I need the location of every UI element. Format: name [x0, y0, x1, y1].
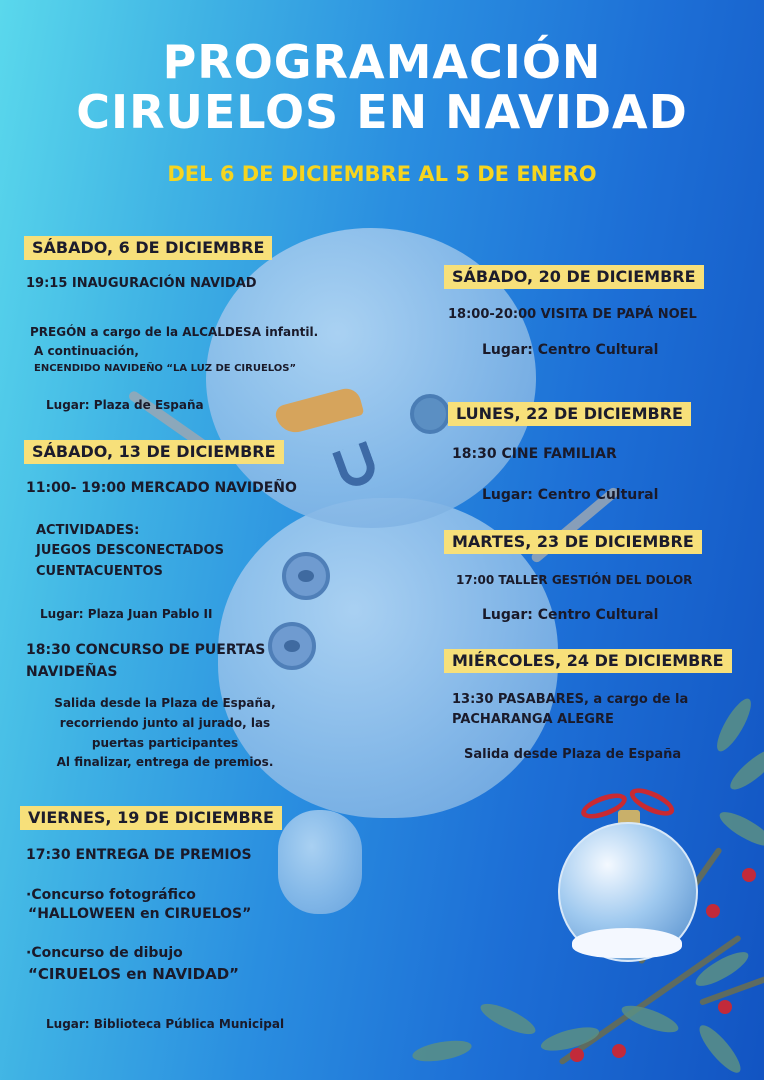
day-label-miercoles-24: MIÉRCOLES, 24 DE DICIEMBRE [444, 649, 732, 673]
event-pregon: PREGÓN a cargo de la ALCALDESA infantil. [30, 325, 319, 339]
event-entrega-premios: 17:30 ENTREGA DE PREMIOS [26, 847, 252, 863]
event-pasabares: 13:30 PASABARES, a cargo de la [452, 692, 689, 707]
day-label-lunes-22: LUNES, 22 DE DICIEMBRE [448, 402, 691, 426]
snowman-eye [410, 394, 450, 434]
berry [706, 904, 720, 918]
event-desc: puertas participantes [91, 736, 239, 750]
event-place: Lugar: Plaza de España [46, 398, 204, 412]
activity-cuentacuentos: CUENTACUENTOS [36, 564, 163, 579]
ornament-snow [572, 928, 682, 958]
berry [742, 868, 756, 882]
day-label-sabado-6: SÁBADO, 6 DE DICIEMBRE [24, 236, 272, 260]
snowman-foot [278, 810, 362, 914]
event-desc: Salida desde la Plaza de España, [54, 696, 276, 710]
leaf [619, 1000, 682, 1037]
event-taller: 17:00 TALLER GESTIÓN DEL DOLOR [456, 573, 693, 587]
event-place: Lugar: Centro Cultural [482, 607, 659, 623]
leaf [477, 998, 539, 1040]
activity-juegos: JUEGOS DESCONECTADOS [36, 543, 224, 558]
event-cine: 18:30 CINE FAMILIAR [452, 446, 617, 462]
event-encendido: ENCENDIDO NAVIDEÑO “LA LUZ DE CIRUELOS” [34, 363, 297, 374]
event-pacharanga: PACHARANGA ALEGRE [452, 712, 614, 727]
event-desc: recorriendo junto al jurado, las [59, 716, 271, 730]
event-place: Salida desde Plaza de España [464, 747, 682, 762]
leaf [694, 1020, 746, 1078]
event-place: Lugar: Centro Cultural [482, 487, 659, 503]
event-concurso-puertas: 18:30 CONCURSO DE PUERTAS [26, 642, 266, 658]
event-place: Lugar: Plaza Juan Pablo II [40, 607, 213, 621]
event-mercado: 11:00- 19:00 MERCADO NAVIDEÑO [26, 480, 297, 496]
contest-foto: ·Concurso fotográfico [26, 887, 196, 903]
snowman-button [268, 622, 316, 670]
contest-foto-title: “HALLOWEEN en CIRUELOS” [28, 906, 252, 922]
event-place: Lugar: Centro Cultural [482, 342, 659, 358]
berry [718, 1000, 732, 1014]
berry [570, 1048, 584, 1062]
day-label-viernes-19: VIERNES, 19 DE DICIEMBRE [20, 806, 282, 830]
event-continuacion: A continuación, [34, 344, 139, 358]
event-desc: Al finalizar, entrega de premios. [56, 755, 274, 769]
activities-heading: ACTIVIDADES: [36, 523, 140, 538]
event-papa-noel: 18:00-20:00 VISITA DE PAPÁ NOEL [448, 307, 697, 322]
day-label-sabado-20: SÁBADO, 20 DE DICIEMBRE [444, 265, 704, 289]
leaf [716, 806, 764, 852]
snowman-button [282, 552, 330, 600]
event-inauguracion: 19:15 INAUGURACIÓN NAVIDAD [26, 276, 257, 291]
event-place: Lugar: Biblioteca Pública Municipal [46, 1017, 285, 1031]
page-title-line2: CIRUELOS EN NAVIDAD [76, 85, 688, 139]
contest-dibujo: ·Concurso de dibujo [26, 945, 183, 961]
day-label-martes-23: MARTES, 23 DE DICIEMBRE [444, 530, 702, 554]
day-label-sabado-13: SÁBADO, 13 DE DICIEMBRE [24, 440, 284, 464]
berry [612, 1044, 626, 1058]
contest-dibujo-title: “CIRUELOS en NAVIDAD” [28, 965, 240, 983]
leaf [411, 1037, 473, 1065]
date-range: DEL 6 DE DICIEMBRE AL 5 DE ENERO [167, 162, 597, 186]
page-title-line1: PROGRAMACIÓN [162, 35, 602, 89]
leaf [725, 743, 764, 795]
event-concurso-puertas-2: NAVIDEÑAS [26, 664, 118, 680]
leaf [711, 695, 757, 756]
